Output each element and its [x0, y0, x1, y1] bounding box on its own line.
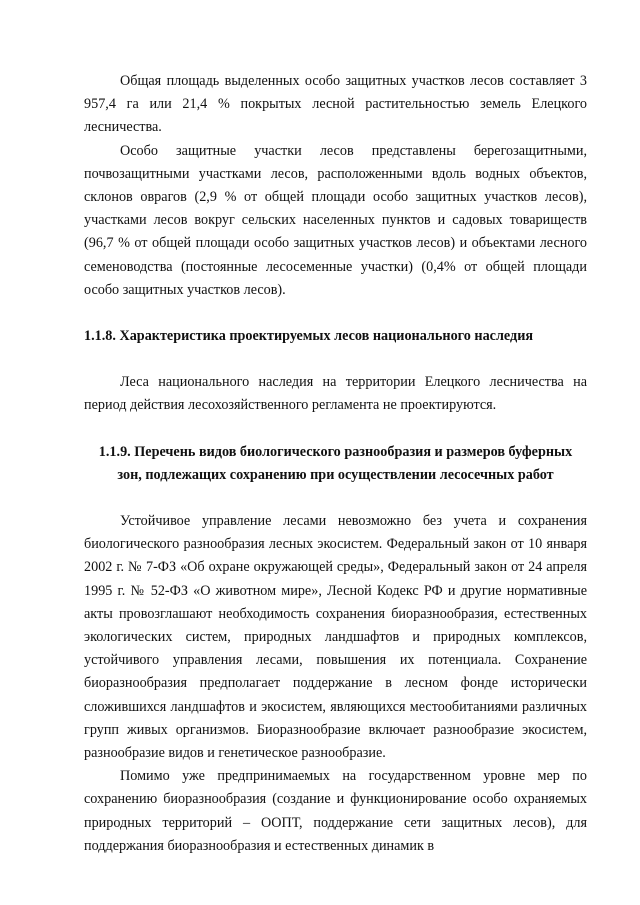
section-heading-1-1-9: 1.1.9. Перечень видов биологического разнообразия и размеров буферных зон, подлежащих сохранению при осуществлении лесосечных работ — [98, 443, 573, 483]
paragraph-protective-plots: Особо защитные участки лесов представлены берегозащитными, почвозащитными участками лесов, расположенными вдоль водных объектов, склонов оврагов (2,9 % от общей площади особо защитных участков лесов), участками лесов вокруг сельских населенных пунктов и садовых товариществ (96,7 % от общей площади особо защитных участков лесов) и объектами лесного семеноводства (постоянные лесосеменные участки) (0,4% от общей площади особо защитных участков лесов). — [84, 142, 587, 298]
document-page — [84, 70, 587, 858]
section-heading-1-1-8: 1.1.8. Характеристика проектируемых лесов национального наследия — [84, 328, 534, 345]
paragraph-total-area: Общая площадь выделенных особо защитных участков лесов составляет 3 957,4 га или 21,4 % покрытых лесной растительностью земель Елецкого лесничества. — [84, 73, 587, 136]
paragraph-national-heritage: Леса национального наследия на территории Елецкого лесничества на период действия лесохозяйственного регламента не проектируются. — [84, 374, 587, 414]
paragraph-biodiversity: Устойчивое управление лесами невозможно без учета и сохранения биологического разнообразия лесных экосистем. Федеральный закон от 10 января 2002 г. № 7-ФЗ «Об охране окружающей среды», Федеральный закон от 24 апреля 1995 г. № 52-ФЗ «О животном мире», Лесной Кодекс РФ и другие нормативные акты провозглашают необходимость сохранения биоразнообразия, естественных экологических систем, природных ландшафтов и природных комплексов, устойчивого управления лесами, повышения их потенциала. Сохранение биоразнообразия предполагает поддержание в лесном фонде исторически сложившихся ландшафтов и экосистем, являющихся местообитаниями различных групп живых организмов. Биоразнообразие включает разнообразие экосистем, разнообразие видов и генетическое разнообразие. — [84, 513, 587, 762]
paragraph-measures: Помимо уже предпринимаемых на государственном уровне мер по сохранению биоразнообразия (создание и функционирование особо охраняемых природных территорий – ООПТ, поддержание сети защитных лесов), для поддержания биоразнообразия и естественных динамик в — [84, 768, 587, 854]
